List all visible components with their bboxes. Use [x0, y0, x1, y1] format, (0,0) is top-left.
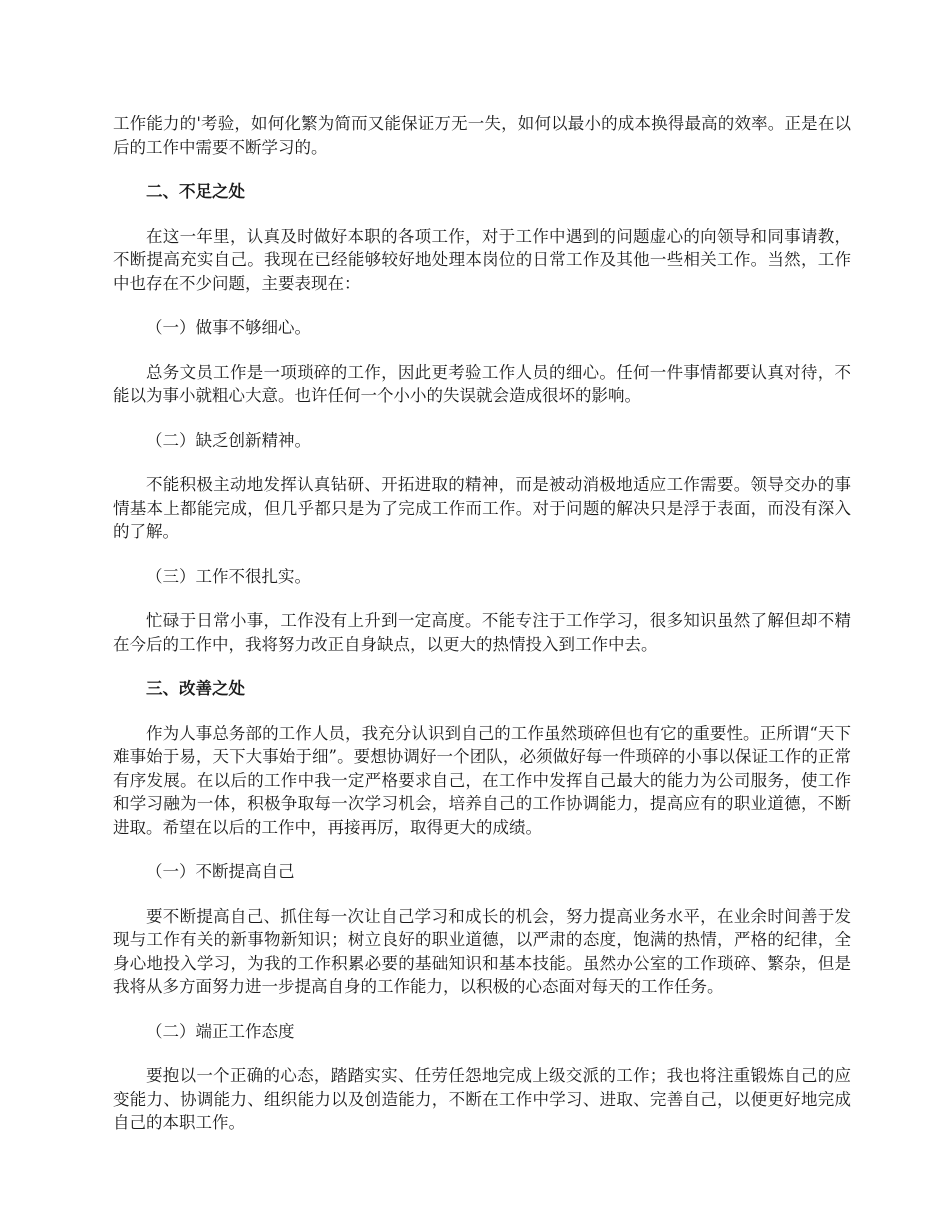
subheading-self-improvement: （一）不断提高自己 — [146, 862, 295, 881]
paragraph-work-attitude: 要抱以一个正确的心态，踏踏实实、任劳任怨地完成上级交派的工作；我也将注重锻炼自己的应变能力、协调能力、组织能力以及创造能力，不断在工作中学习、进取、完善自己，以便更好地完成自己的本职工作。 — [113, 1066, 851, 1132]
shortcomings-lead-paragraph: 在这一年里，认真及时做好本职的各项工作，对于工作中遇到的问题虚心的向领导和同事请教，不断提高充实自己。我现在已经能够较好地处理本岗位的日常工作及其他一些相关工作。当然，工作中也存在不少问题，主要表现在： — [113, 226, 851, 293]
intro-paragraph: 工作能力的'考验，如何化繁为简而又能保证万无一失，如何以最小的成本换得最高的效率。正是在以后的工作中需要不断学习的。 — [113, 114, 851, 157]
section-heading-shortcomings: 二、不足之处 — [146, 182, 245, 201]
paragraph-not-careful: 总务文员工作是一项琐碎的工作，因此更考验工作人员的细心。任何一件事情都要认真对待，不能以为事小就粗心大意。也许任何一个小小的失误就会造成很坏的影响。 — [113, 362, 851, 405]
subheading-not-careful: （一）做事不够细心。 — [146, 318, 311, 337]
paragraph-lack-innovation: 不能积极主动地发挥认真钻研、开拓进取的精神，而是被动消极地适应工作需要。领导交办的事情基本上都能完成，但几乎都只是为了完成工作而工作。对于问题的解决只是浮于表面，而没有深入的了解。 — [113, 475, 851, 541]
improvements-lead-paragraph: 作为人事总务部的工作人员，我充分认识到自己的工作虽然琐碎但也有它的重要性。正所谓“天下难事始于易，天下大事始于细”。要想协调好一个团队，必须做好每一件琐碎的小事以保证工作的正常有序发展。在以后的工作中我一定严格要求自己，在工作中发挥自己最大的能力为公司服务，使工作和学习融为一体，积极争取每一次学习机会，培养自己的工作协调能力，提高应有的职业道德，不断进取。希望在以后的工作中，再接再厉，取得更大的成绩。 — [113, 723, 851, 837]
subheading-not-solid: （三）工作不很扎实。 — [146, 566, 311, 586]
document-page — [113, 112, 851, 1156]
paragraph-not-solid: 忙碌于日常小事，工作没有上升到一定高度。不能专注于工作学习，很多知识虽然了解但却不精在今后的工作中，我将努力改正自身缺点，以更大的热情投入到工作中去。 — [113, 611, 851, 654]
section-heading-improvements: 三、改善之处 — [146, 679, 245, 698]
paragraph-self-improvement: 要不断提高自己、抓住每一次让自己学习和成长的机会，努力提高业务水平，在业余时间善于发现与工作有关的新事物新知识；树立良好的职业道德，以严肃的态度，饱满的热情，严格的纪律，全身心地投入学习，为我的工作积累必要的基础知识和基本技能。虽然办公室的工作琐碎、繁杂，但是我将从多方面努力进一步提高自身的工作能力，以积极的心态面对每天的工作任务。 — [113, 906, 851, 996]
subheading-lack-innovation: （二）缺乏创新精神。 — [146, 430, 311, 450]
subheading-work-attitude: （二）端正工作态度 — [146, 1021, 295, 1041]
